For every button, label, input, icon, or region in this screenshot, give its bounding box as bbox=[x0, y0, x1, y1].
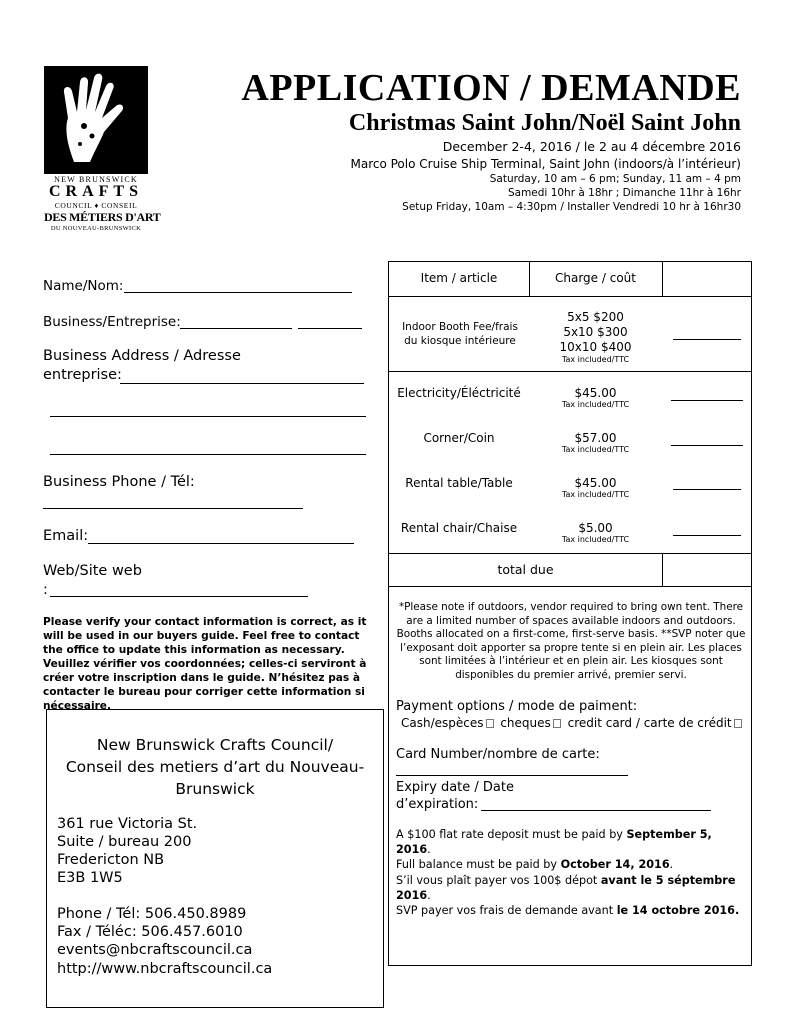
address-field-3[interactable] bbox=[50, 454, 366, 455]
booth-price-10x10: 10x10 $400 bbox=[559, 340, 632, 354]
deposit-terms bbox=[396, 827, 748, 918]
deposit-line-4-text: SVP payer vos frais de demande avant bbox=[396, 904, 617, 918]
tax-note: Tax included/TTC bbox=[561, 355, 630, 364]
business-field-2[interactable] bbox=[298, 328, 362, 329]
crafts-council-logo bbox=[44, 66, 161, 242]
web-label: Web/Site web bbox=[43, 563, 142, 579]
booth-fee-item bbox=[389, 320, 531, 348]
logo-line-4: DES MÉTIERS D'ART bbox=[44, 210, 161, 224]
table-divider bbox=[389, 296, 751, 297]
electricity-amount-field[interactable] bbox=[671, 400, 743, 401]
tax-note: Tax included/TTC bbox=[561, 400, 630, 409]
expiry-field[interactable] bbox=[481, 810, 711, 811]
address-label: Business Address / Adresse bbox=[43, 348, 241, 364]
balance-deadline-fr: le 14 octobre 2016. bbox=[616, 904, 740, 918]
event-hours-fr: Samedi 10hr à 18hr ; Dimanche 11hr à 16hr bbox=[507, 187, 741, 199]
cash-option-label: Cash/espèces bbox=[401, 716, 484, 730]
council-name-line-2: Conseil des metiers d’art du Nouveau- bbox=[65, 758, 365, 776]
council-city: Fredericton NB bbox=[57, 852, 165, 868]
deposit-line-2-text: Full balance must be paid by bbox=[396, 858, 561, 872]
rental-chair-price bbox=[529, 521, 662, 545]
logo-line-5: DU NOUVEAU-BRUNSWICK bbox=[50, 225, 142, 232]
deposit-line-1 bbox=[396, 827, 748, 857]
booth-fee-price bbox=[529, 310, 662, 365]
electricity-price-value: $45.00 bbox=[574, 386, 617, 400]
deposit-line-3 bbox=[396, 873, 748, 903]
booth-fee-amount-field[interactable] bbox=[673, 339, 741, 340]
rental-table-item: Rental table/Table bbox=[405, 476, 513, 490]
event-hours-en: Saturday, 10 am – 6 pm; Sunday, 11 am – 4 pm bbox=[489, 173, 741, 185]
column-header-item: Item / article bbox=[420, 271, 498, 285]
table-divider bbox=[662, 262, 663, 296]
electricity-item: Electricity/Éléctricité bbox=[397, 386, 521, 400]
booth-fee-item-line-2: du kiosque intérieure bbox=[404, 335, 516, 347]
council-name-line-1: New Brunswick Crafts Council/ bbox=[96, 736, 334, 754]
business-label: Business/Entreprise: bbox=[43, 314, 181, 330]
deposit-line-4 bbox=[396, 903, 748, 918]
payment-options bbox=[401, 716, 745, 730]
logo-line-3: COUNCIL ♦ CONSEIL bbox=[54, 201, 138, 210]
council-email[interactable]: events@nbcraftscouncil.ca bbox=[57, 942, 253, 958]
phone-field[interactable] bbox=[43, 508, 303, 509]
rental-chair-price-value: $5.00 bbox=[578, 521, 613, 535]
booth-price-5x5: 5x5 $200 bbox=[567, 310, 624, 324]
council-website[interactable]: http://www.nbcraftscouncil.ca bbox=[57, 961, 273, 977]
credit-card-option-label: credit card / carte de crédit bbox=[567, 716, 732, 730]
council-suite: Suite / bureau 200 bbox=[57, 834, 192, 850]
event-venue: Marco Polo Cruise Ship Terminal, Saint John (indoors/à l’intérieur) bbox=[350, 157, 741, 171]
deposit-line-3-text: S’il vous plaît payer vos 100$ dépot bbox=[396, 873, 601, 887]
booth-fee-item-line-1: Indoor Booth Fee/frais bbox=[402, 321, 518, 333]
card-number-label: Card Number/nombre de carte: bbox=[396, 747, 600, 762]
address-field-1[interactable] bbox=[120, 383, 364, 384]
email-field[interactable] bbox=[88, 543, 354, 544]
tax-note: Tax included/TTC bbox=[561, 535, 630, 544]
deposit-line-2-end: . bbox=[669, 858, 674, 872]
logo-line-2: CRAFTS bbox=[48, 183, 143, 200]
deposit-deadline: September 5, 2016 bbox=[396, 828, 712, 857]
council-postal: E3B 1W5 bbox=[57, 870, 123, 886]
payment-box bbox=[388, 587, 752, 966]
council-phone: Phone / Tél: 506.450.8989 bbox=[57, 906, 247, 922]
address-field-2[interactable] bbox=[50, 416, 366, 417]
cheque-option-label: cheques bbox=[500, 716, 551, 730]
page-title: APPLICATION / DEMANDE bbox=[241, 67, 741, 109]
electricity-price bbox=[529, 386, 662, 410]
payment-options-label: Payment options / mode de paiment: bbox=[396, 699, 638, 714]
card-number-field[interactable] bbox=[396, 775, 628, 776]
deposit-line-3-end: . bbox=[427, 888, 431, 902]
tax-note: Tax included/TTC bbox=[561, 445, 630, 454]
business-field-1[interactable] bbox=[180, 328, 292, 329]
table-divider bbox=[389, 371, 751, 372]
corner-price-value: $57.00 bbox=[574, 431, 617, 445]
event-setup: Setup Friday, 10am – 4:30pm / Installer Vendredi 10 hr à 16hr30 bbox=[402, 201, 741, 213]
address-label-2: entreprise: bbox=[43, 367, 122, 383]
expiry-label-2: d’expiration: bbox=[396, 797, 479, 812]
council-street: 361 rue Victoria St. bbox=[57, 816, 198, 832]
deposit-line-1-end: . bbox=[427, 843, 431, 857]
corner-price bbox=[529, 431, 662, 455]
web-label-colon: : bbox=[43, 582, 48, 598]
event-dates: December 2-4, 2016 / le 2 au 4 décembre 2016 bbox=[442, 139, 741, 154]
cash-checkbox[interactable] bbox=[486, 719, 494, 728]
name-field[interactable] bbox=[124, 292, 352, 293]
expiry-label: Expiry date / Date bbox=[396, 780, 514, 795]
total-due-label: total due bbox=[497, 562, 554, 577]
name-label: Name/Nom: bbox=[43, 278, 124, 294]
total-due-field[interactable] bbox=[663, 554, 751, 587]
council-name-line-3: Brunswick bbox=[175, 780, 255, 798]
rental-chair-amount-field[interactable] bbox=[673, 535, 741, 536]
fee-table bbox=[388, 261, 752, 587]
verify-info-note: Please verify your contact information is correct, as it will be used in our buyers guide. Feel free to contact the office to update this information as necessary. Veuillez vérifier vos coordonnées; celles-ci serviront à créer votre inscription dans le guide. N’hésitez pas à contacter le bureau pour corriger cette information si nécessaire. bbox=[43, 616, 367, 712]
web-field[interactable] bbox=[50, 596, 308, 597]
logo-line-1: NEW BRUNSWICK bbox=[54, 175, 138, 184]
outdoor-note: *Please note if outdoors, vendor required to bring own tent. There are a limited number of spaces available indoors and outdoors. Booths allocated on a first-come, first-serve basis. **SVP noter que l’exposant doit apporter sa propre tente si en plein air. Les places sont limitées à l’intérieur et en plein air. Les kiosques sont disponibles du premier arrivé, premier servi. bbox=[396, 601, 746, 681]
tax-note: Tax included/TTC bbox=[561, 490, 630, 499]
hand-print-icon bbox=[44, 66, 148, 174]
phone-label: Business Phone / Tél: bbox=[43, 474, 195, 490]
credit-card-checkbox[interactable] bbox=[734, 719, 742, 728]
deposit-line-1-text: A $100 flat rate deposit must be paid by bbox=[396, 828, 627, 841]
rental-table-price-value: $45.00 bbox=[574, 476, 617, 490]
council-address-box bbox=[46, 709, 384, 1008]
council-fax: Fax / Téléc: 506.457.6010 bbox=[57, 924, 243, 940]
deposit-deadline-fr: avant le 5 séptembre 2016 bbox=[396, 873, 736, 902]
cheque-checkbox[interactable] bbox=[553, 719, 561, 728]
column-header-charge: Charge / coût bbox=[555, 271, 636, 285]
corner-item: Corner/Coin bbox=[423, 431, 495, 445]
rental-table-price bbox=[529, 476, 662, 500]
corner-amount-field[interactable] bbox=[671, 445, 743, 446]
rental-chair-item: Rental chair/Chaise bbox=[400, 521, 518, 535]
rental-table-amount-field[interactable] bbox=[673, 489, 741, 490]
page-subtitle: Christmas Saint John/Noël Saint John bbox=[348, 110, 741, 136]
deposit-line-2 bbox=[396, 857, 748, 872]
balance-deadline: October 14, 2016 bbox=[560, 858, 670, 872]
email-label: Email: bbox=[43, 528, 89, 544]
council-name bbox=[47, 734, 383, 800]
booth-price-5x10: 5x10 $300 bbox=[563, 325, 628, 339]
